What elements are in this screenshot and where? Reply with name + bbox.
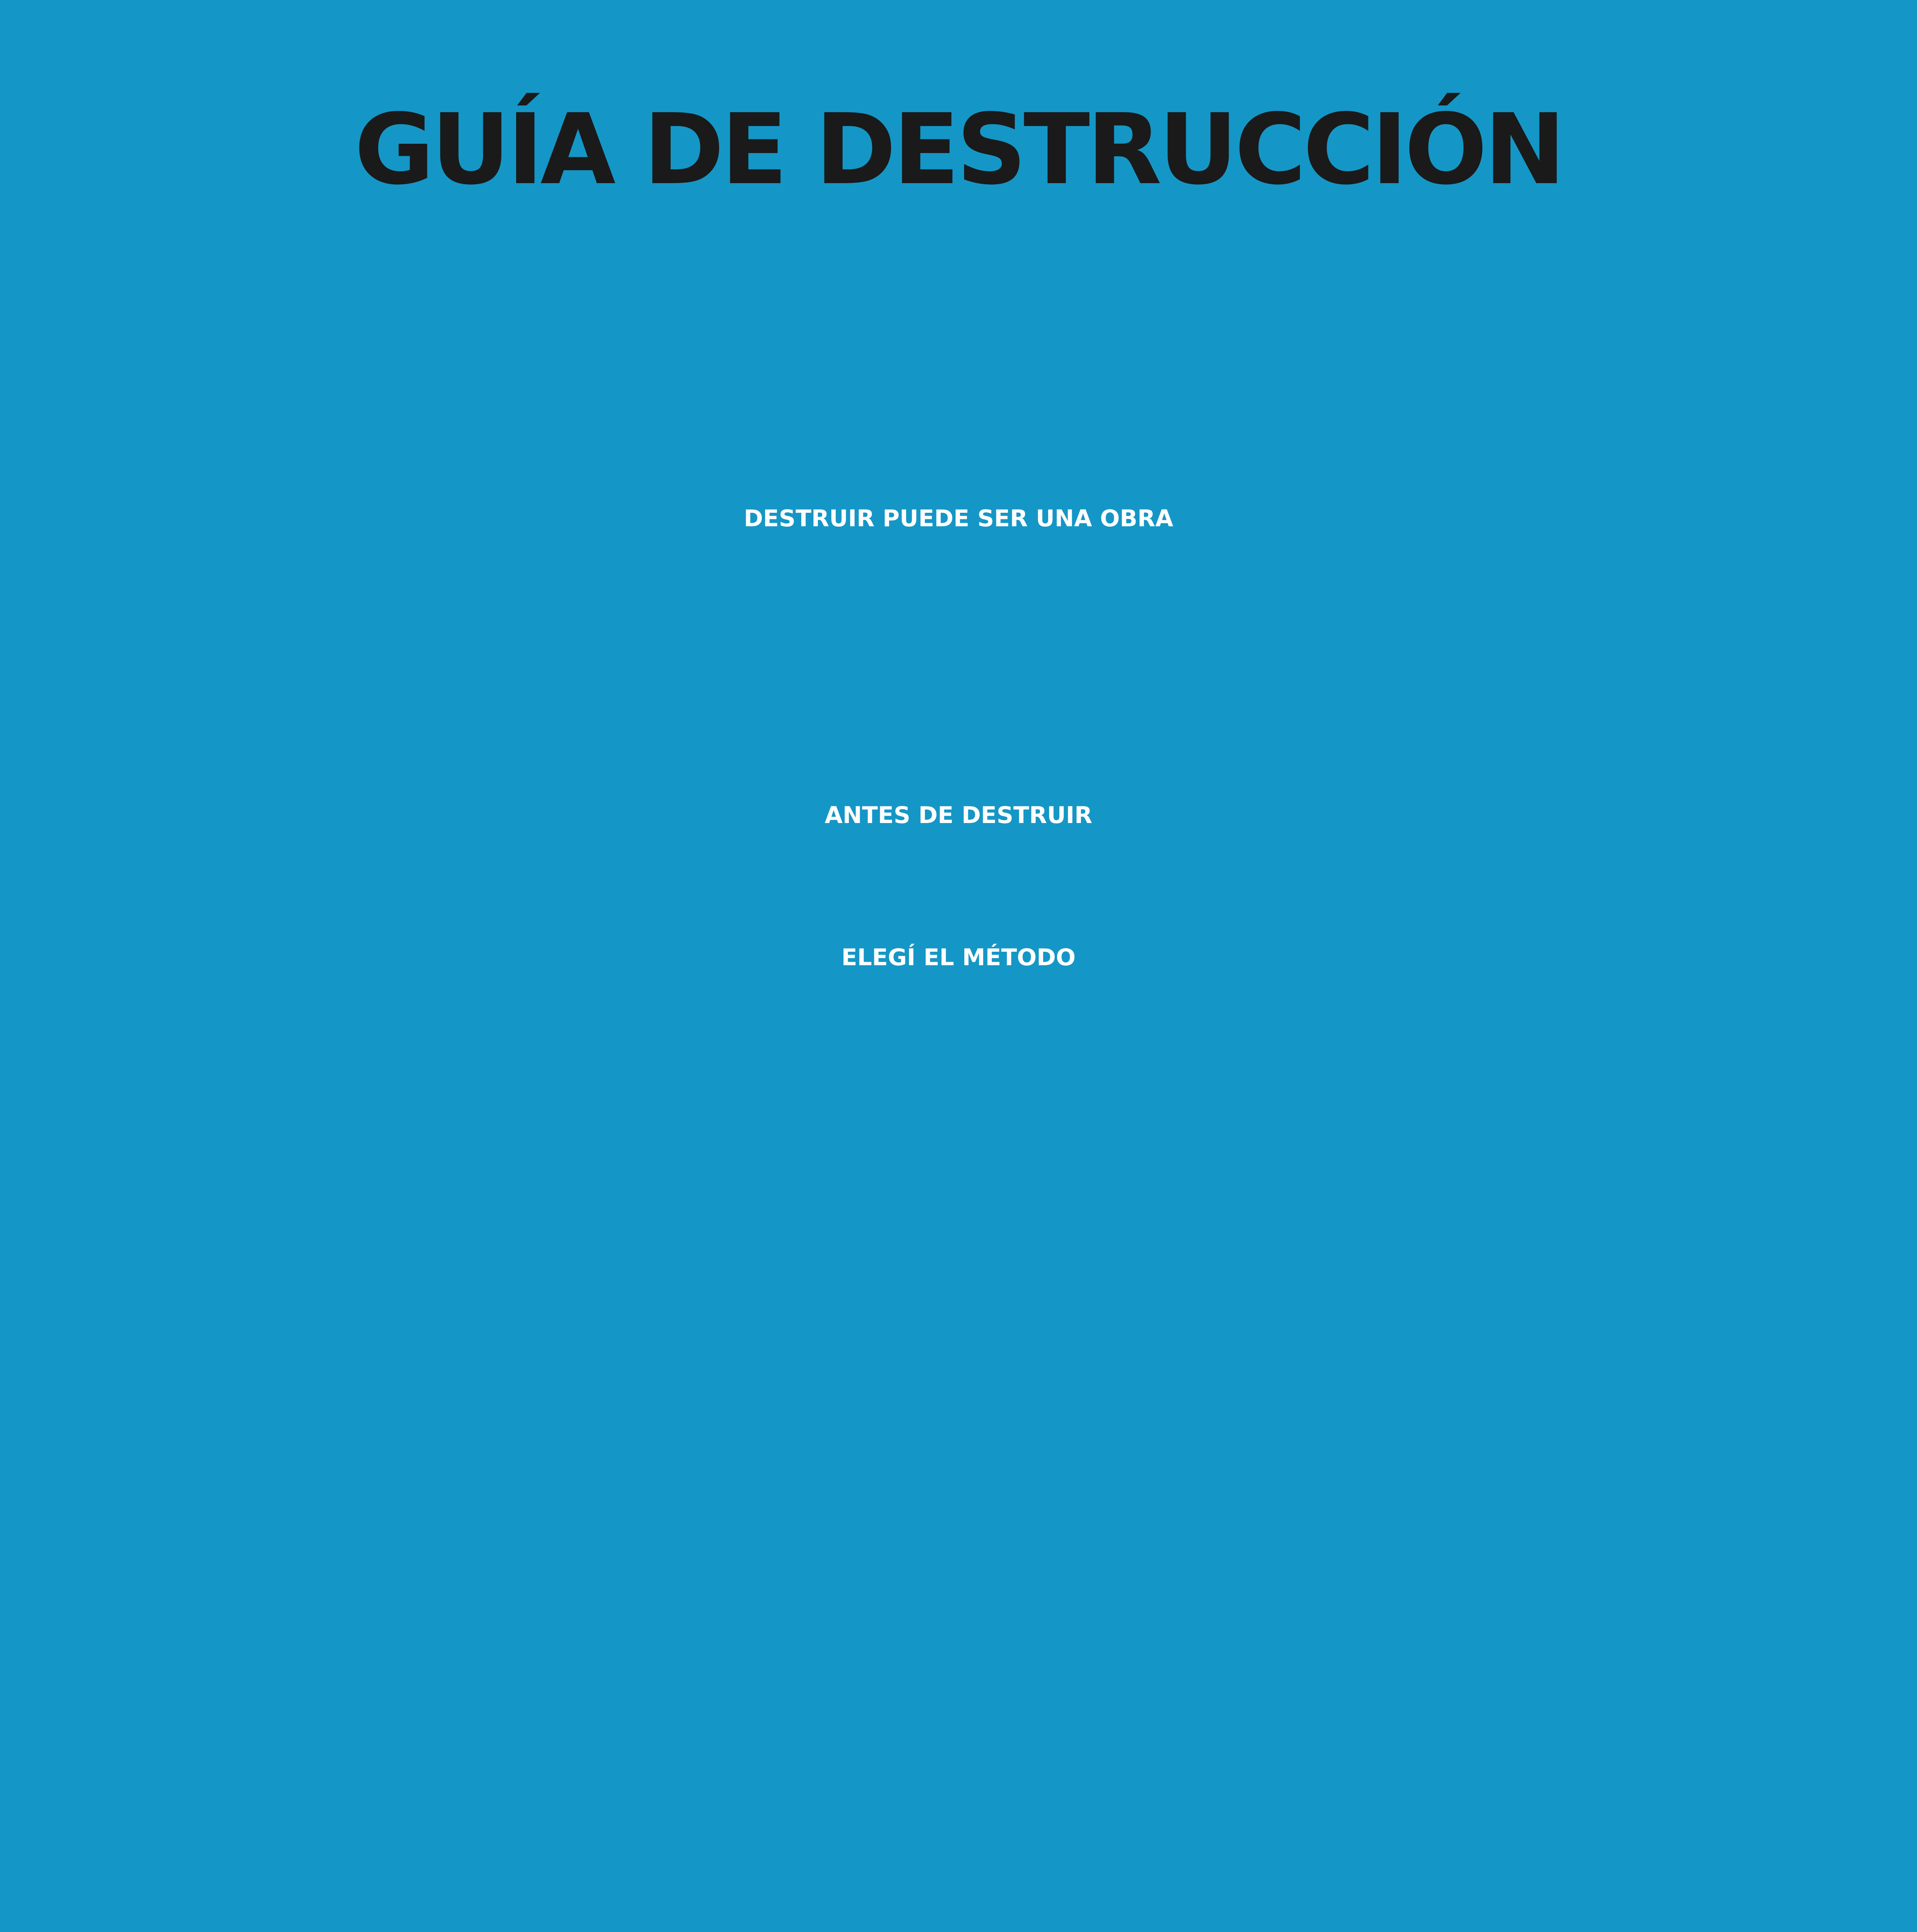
heading-destruir-puede-ser-una-obra: DESTRUIR PUEDE SER UNA OBRA <box>744 505 1173 532</box>
heading-antes-de-destruir: ANTES DE DESTRUIR <box>824 802 1093 829</box>
page-title: GUÍA DE DESTRUCCIÓN <box>354 93 1563 206</box>
heading-elegi-el-metodo: ELEGÍ EL MÉTODO <box>841 944 1076 971</box>
